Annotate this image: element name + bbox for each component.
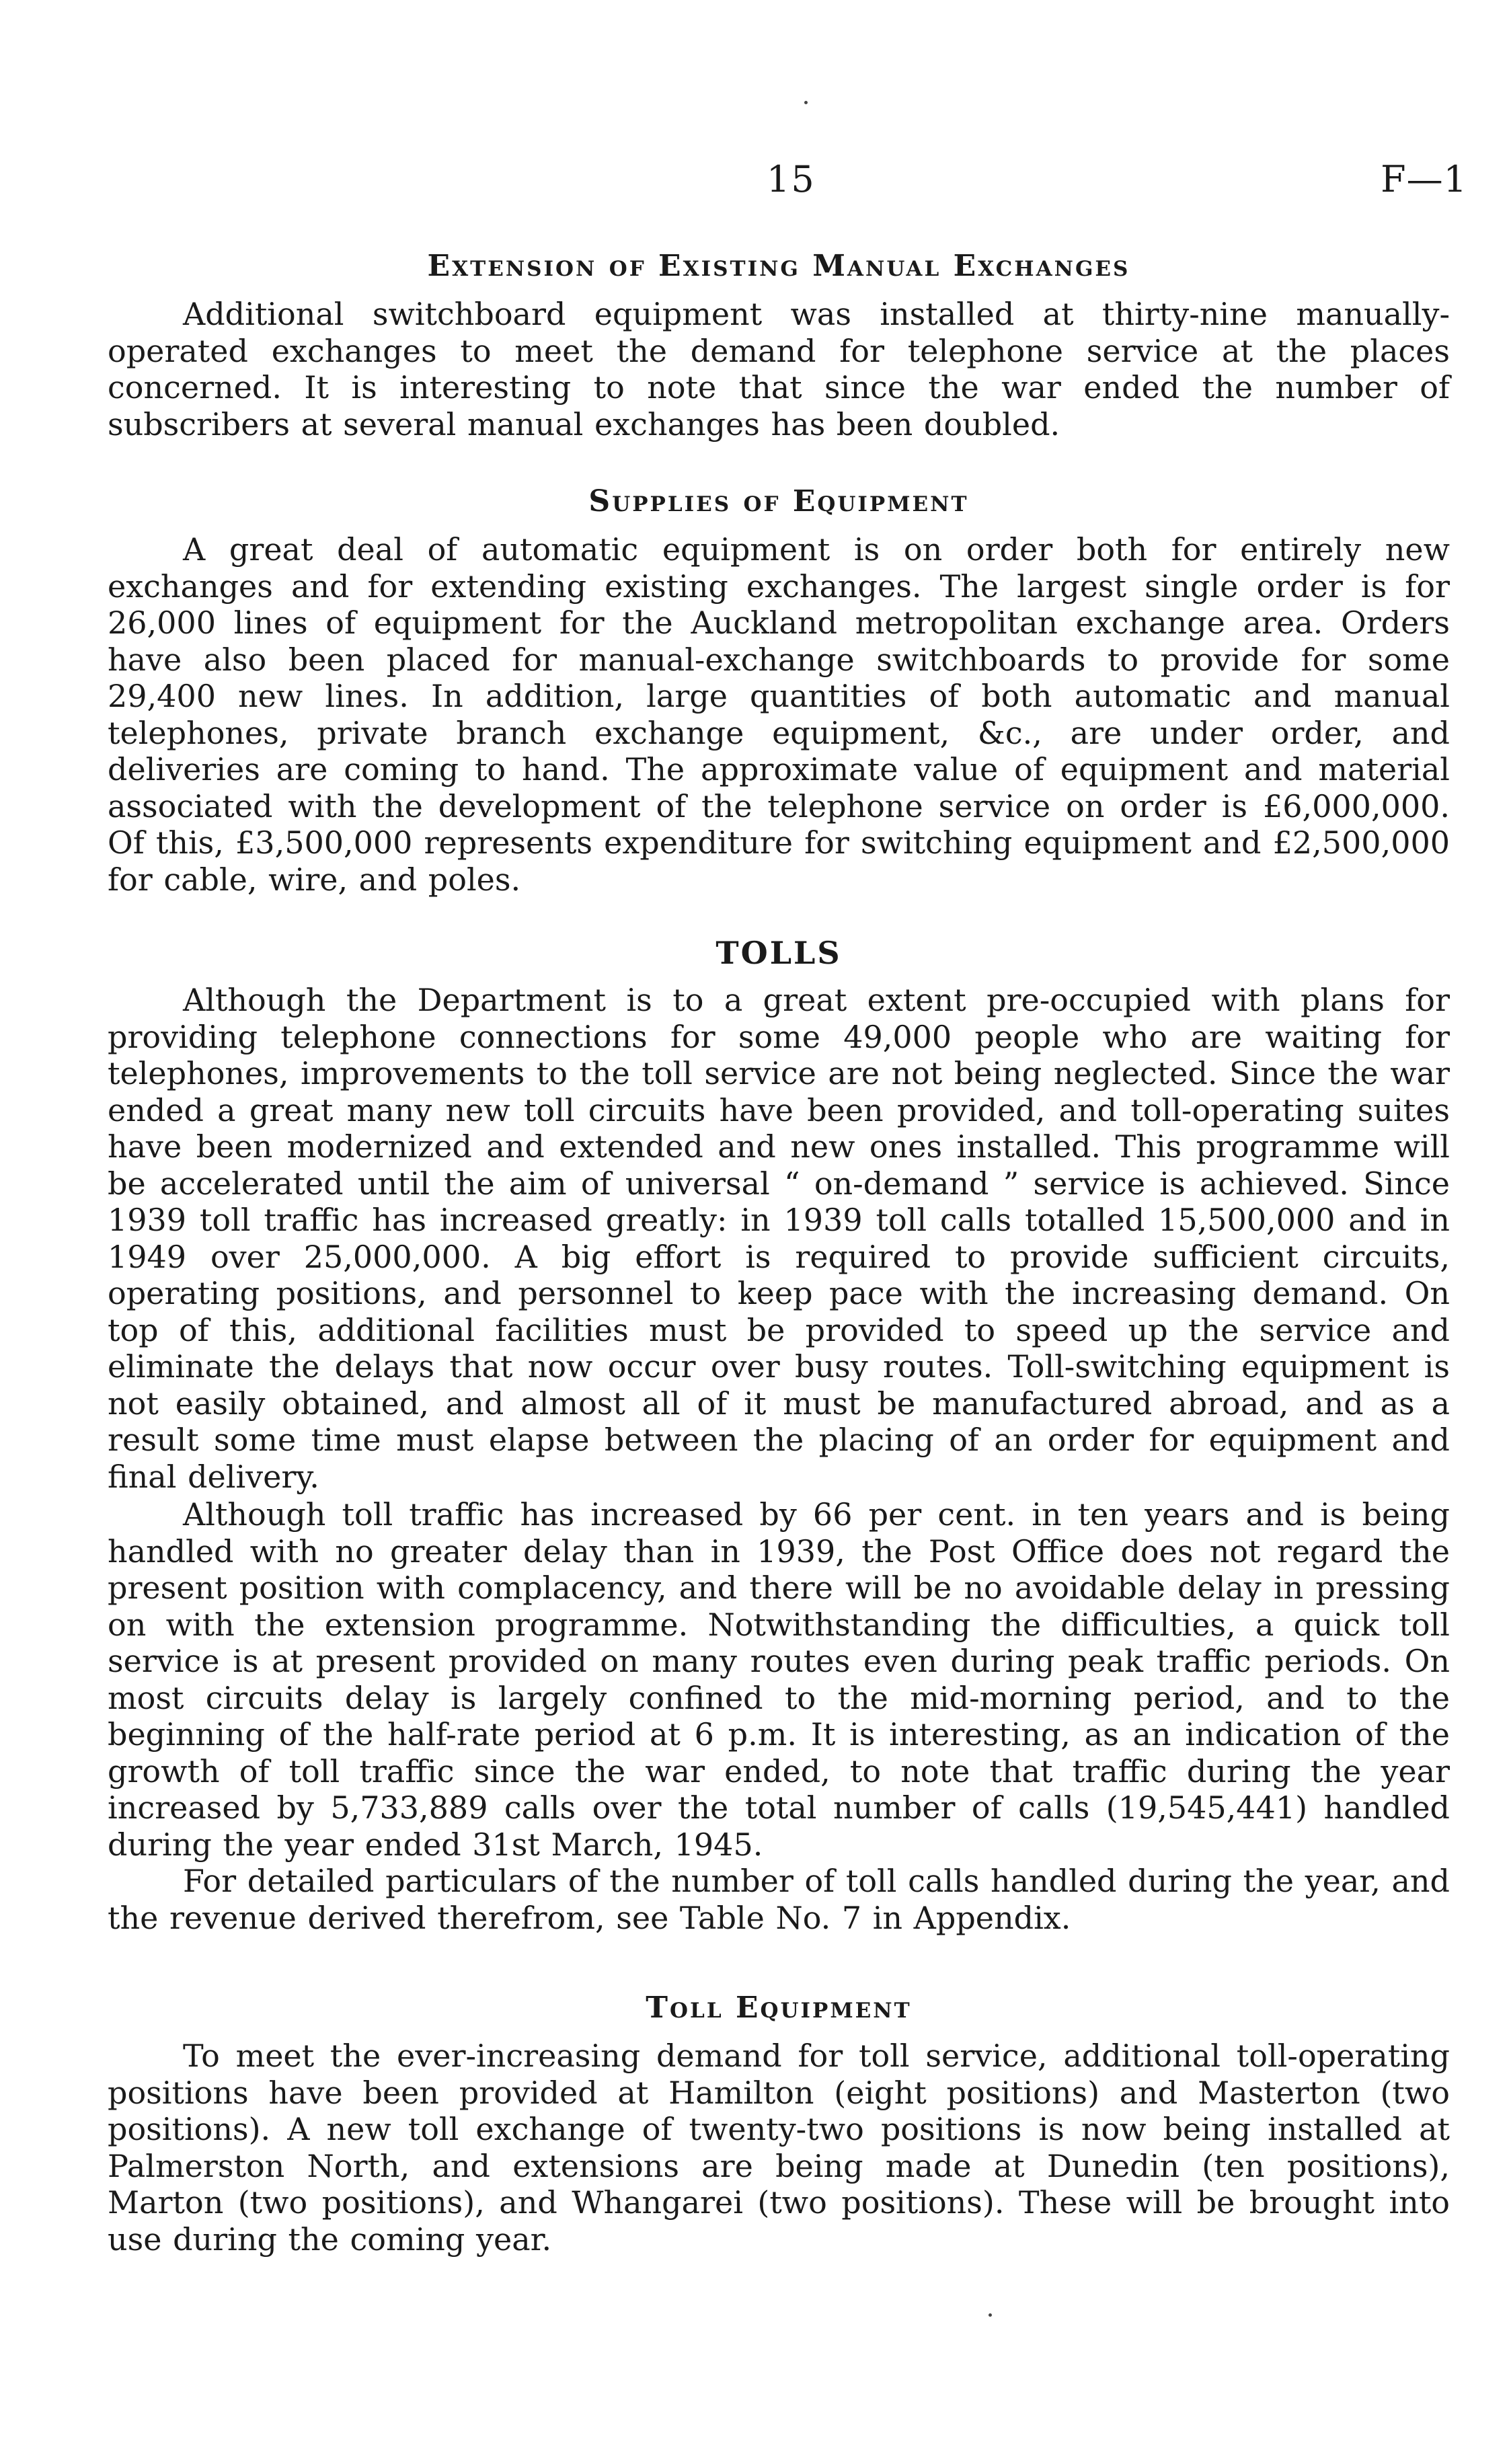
section-heading-toll-equipment: Toll Equipment bbox=[646, 1991, 912, 2025]
section-heading-tolls: TOLLS bbox=[715, 935, 842, 971]
page-number: 15 bbox=[767, 158, 816, 200]
section-heading-extension-manual-exchanges: Extension of Existing Manual Exchanges bbox=[427, 249, 1130, 283]
document-reference: F—1 bbox=[1381, 158, 1467, 200]
section-heading-supplies-of-equipment: Supplies of Equipment bbox=[588, 484, 969, 518]
scan-speck bbox=[804, 101, 808, 104]
paragraph: For detailed particulars of the number of toll calls handled during the year, and the revenue derived therefrom, see Table No. 7 in Appendix. bbox=[108, 1863, 1450, 1936]
scan-speck bbox=[989, 2313, 992, 2317]
paragraph: Although toll traffic has increased by 66 per cent. in ten years and is being handled with no greater delay than in 1939, the Post Office does not regard the present position with complacency, and there will be no avoidable delay in pressing on with the extension programme. Notwithstanding the difficulties, a quick toll service is at present provided on many routes even during peak traffic periods. On most circuits delay is largely confined to the mid-morning period, and to the beginning of the half-rate period at 6 p.m. It is interesting, as an indication of the growth of toll traffic since the war ended, to note that traffic during the year increased by 5,733,889 calls over the total number of calls (19,545,441) handled during the year ended 31st March, 1945. bbox=[108, 1496, 1450, 1863]
paragraph: A great deal of automatic equipment is on order both for entirely new exchanges and for extending existing exchanges. The largest single order is for 26,000 lines of equipment for the Auckland metropolitan exchange area. Orders have also been placed for manual-exchange switchboards to provide for some 29,400 new lines. In addition, large quantities of both automatic and manual telephones, private branch exchange equipment, &c., are under order, and deliveries are coming to hand. The approximate value of equipment and material associated with the development of the telephone service on order is £6,000,000. Of this, £3,500,000 represents expenditure for switching equipment and £2,500,000 for cable, wire, and poles. bbox=[108, 531, 1450, 898]
paragraph: Although the Department is to a great extent pre-occupied with plans for providing telephone connections for some 49,000 people who are waiting for telephones, improvements to the toll service are not being neglected. Since the war ended a great many new toll circuits have been provided, and toll-operating suites have been modernized and extended and new ones installed. This programme will be accelerated until the aim of universal “ on-demand ” service is achieved. Since 1939 toll traffic has increased greatly: in 1939 toll calls totalled 15,500,000 and in 1949 over 25,000,000. A big effort is required to provide sufficient circuits, operating positions, and personnel to keep pace with the increasing demand. On top of this, additional facilities must be provided to speed up the service and eliminate the delays that now occur over busy routes. Toll-switching equipment is not easily obtained, and almost all of it must be manufactured abroad, and as a result some time must elapse between the placing of an order for equipment and final delivery. bbox=[108, 982, 1450, 1495]
paragraph: To meet the ever-increasing demand for toll service, additional toll-operating positions have been provided at Hamilton (eight positions) and Masterton (two positions). A new toll exchange of twenty-two positions is now being installed at Palmerston North, and extensions are being made at Dunedin (ten positions), Marton (two positions), and Whangarei (two positions). These will be brought into use during the coming year. bbox=[108, 2038, 1450, 2258]
paragraph: Additional switchboard equipment was installed at thirty-nine manually-operated exchanges to meet the demand for telephone service at the places concerned. It is interesting to note that since the war ended the number of subscribers at several manual exchanges has been doubled. bbox=[108, 296, 1450, 442]
